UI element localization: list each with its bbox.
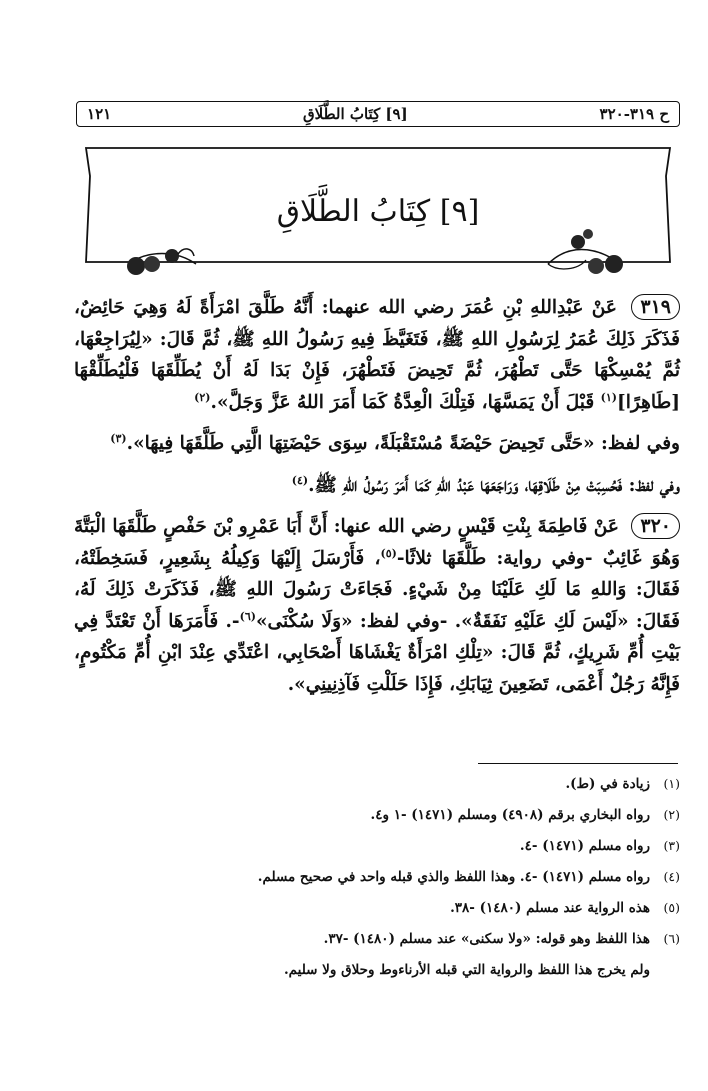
hadith-range: ح ٣١٩-٣٢٠ [599, 105, 669, 123]
footnote-ref: (٢) [194, 390, 211, 404]
running-header [76, 101, 680, 127]
variant-text: وفي لفظ: «حَتَّى تَحِيضَ حَيْضَةً مُسْتَقْبَلَةً، سِوَى حَيْضَتِهَا الَّتِي طَلَّقَهَا فِيهَا». [126, 433, 680, 454]
footnote-ref: (٥) [380, 546, 397, 560]
footnote-number: (٣) [663, 838, 680, 853]
floral-ornament-right-icon [548, 229, 623, 274]
footnote-ref: (٣) [110, 431, 127, 445]
footnote-number: (٤) [663, 869, 680, 884]
footnote-number: (٢) [663, 807, 680, 822]
footnote-ref: (٤) [291, 473, 309, 487]
footnote [74, 776, 680, 807]
body-text [74, 292, 680, 700]
chapter-title-frame [78, 146, 678, 292]
running-chapter-title: [٩] كِتَابُ الطَّلَاقِ [303, 105, 408, 123]
footnote-text: رواه مسلم (١٤٧١) -٤. [519, 838, 650, 854]
footnote-ref: (٦) [239, 609, 256, 623]
footnote-text: هذه الرواية عند مسلم (١٤٨٠) -٣٨. [450, 900, 650, 916]
hadith-number: ٣١٩ [631, 294, 680, 320]
hadith-text: عَنْ فَاطِمَةَ بِنْتِ قَيْسٍ رضي الله عنها: أَنَّ أَبَا عَمْرِو بْنَ حَفْصٍ طَلَّقَهَا الْبَتَّةَ وَهُوَ غَائِبٌ -وفي رواية: طَلَّقَهَا ثلاثًا- [74, 516, 680, 569]
footnote-number: (٦) [663, 931, 680, 946]
footnote-divider [478, 763, 678, 764]
variant-text: وفي لفظ: فَحُسِبَتْ مِنْ طَلَاقِهَا، وَرَاجَعَهَا عَبْدُ اللهِ كَمَا أَمَرَ رَسُولُ اللهِ ﷺ. [308, 474, 680, 496]
footnote [74, 931, 680, 962]
footnotes [74, 776, 680, 978]
hadith-number: ٣٢٠ [631, 513, 680, 539]
footnote [74, 869, 680, 900]
footnote-text: رواه مسلم (١٤٧١) -٤. وهذا اللفظ والذي قبله واحد في صحيح مسلم. [257, 869, 650, 885]
hadith-paragraph [74, 292, 680, 418]
footnote-number: (٥) [663, 900, 680, 915]
chapter-title: [٩] كِتَابُ الطَّلَاقِ [276, 194, 480, 229]
footnote-text: زيادة في (ط). [565, 776, 650, 792]
footnote-note: ولم يخرج هذا اللفظ والرواية التي قبله الأرناءوط وحلاق ولا سليم. [283, 962, 650, 978]
footnote [74, 838, 680, 869]
hadith-text: ، فَأَرْسَلَ إِلَيْهَا وَكِيلُهُ بِشَعِيرٍ، فَسَخِطَتْهُ، فَقَالَ: وَاللهِ مَا لَكِ عَلَيْنَا مِنْ شَيْءٍ. فَجَاءَتْ رَسُولَ اللهِ ﷺ، فَذَكَرَتْ ذَلِكَ لَهُ، فَقَالَ: «لَيْسَ لَكِ عَلَيْهِ نَفَقَةٌ». -وفي لفظ: «وَلَا سُكْنَى» [74, 547, 680, 632]
footnote-text: رواه البخاري برقم (٤٩٠٨) ومسلم (١٤٧١) -١ و٤. [370, 807, 650, 823]
hadith-text: -. فَأَمَرَهَا أَنْ تَعْتَدَّ فِي بَيْتِ أُمِّ شَرِيكٍ، ثُمَّ قَالَ: «تِلْكِ امْرَأَةٌ يَغْشَاهَا أَصْحَابِي، اعْتَدِّي عِنْدَ ابْنِ أُمِّ مَكْتُومٍ، فَإِنَّهُ رَجُلٌ أَعْمَى، تَضَعِينَ ثِيَابَكِ، فَإِذَا حَلَلْتِ فَآذِنِينِي». [74, 610, 680, 695]
page-number: ١٢١ [87, 105, 112, 123]
hadith-text: عَنْ عَبْدِاللهِ بْنِ عُمَرَ رضي الله عنهما: أَنَّهُ طَلَّقَ امْرَأَةً لَهُ وَهِيَ حَائِضٌ، فَذَكَرَ ذَلِكَ عُمَرُ لِرَسُولِ اللهِ ﷺ، فَتَغَيَّظَ فِيهِ رَسُولُ اللهِ ﷺ، ثُمَّ قَالَ: «لِيُرَاجِعْهَا، ثُمَّ يُمْسِكْهَا حَتَّى تَطْهُرَ، ثُمَّ تَحِيضَ فَتَطْهُرَ، فَإِنْ بَدَا لَهُ أَنْ يُطَلِّقَهَا فَلْيُطَلِّقْهَا [طَاهِرًا] [74, 297, 680, 413]
footnote [74, 807, 680, 838]
variant-wording [74, 470, 680, 502]
hadith-paragraph [74, 511, 680, 700]
footnote-ref: (١) [600, 390, 618, 404]
hadith-text: قَبْلَ أَنْ يَمَسَّهَا، فَتِلْكَ الْعِدَّةُ كَمَا أَمَرَ اللهُ عَزَّ وَجَلَّ». [210, 391, 601, 413]
footnote-text: هذا اللفظ وهو قوله: «ولا سكنى» عند مسلم (١٤٨٠) -٣٧. [323, 931, 650, 947]
footnote-number: (١) [663, 776, 680, 791]
footnote [74, 900, 680, 931]
variant-wording [74, 428, 680, 460]
